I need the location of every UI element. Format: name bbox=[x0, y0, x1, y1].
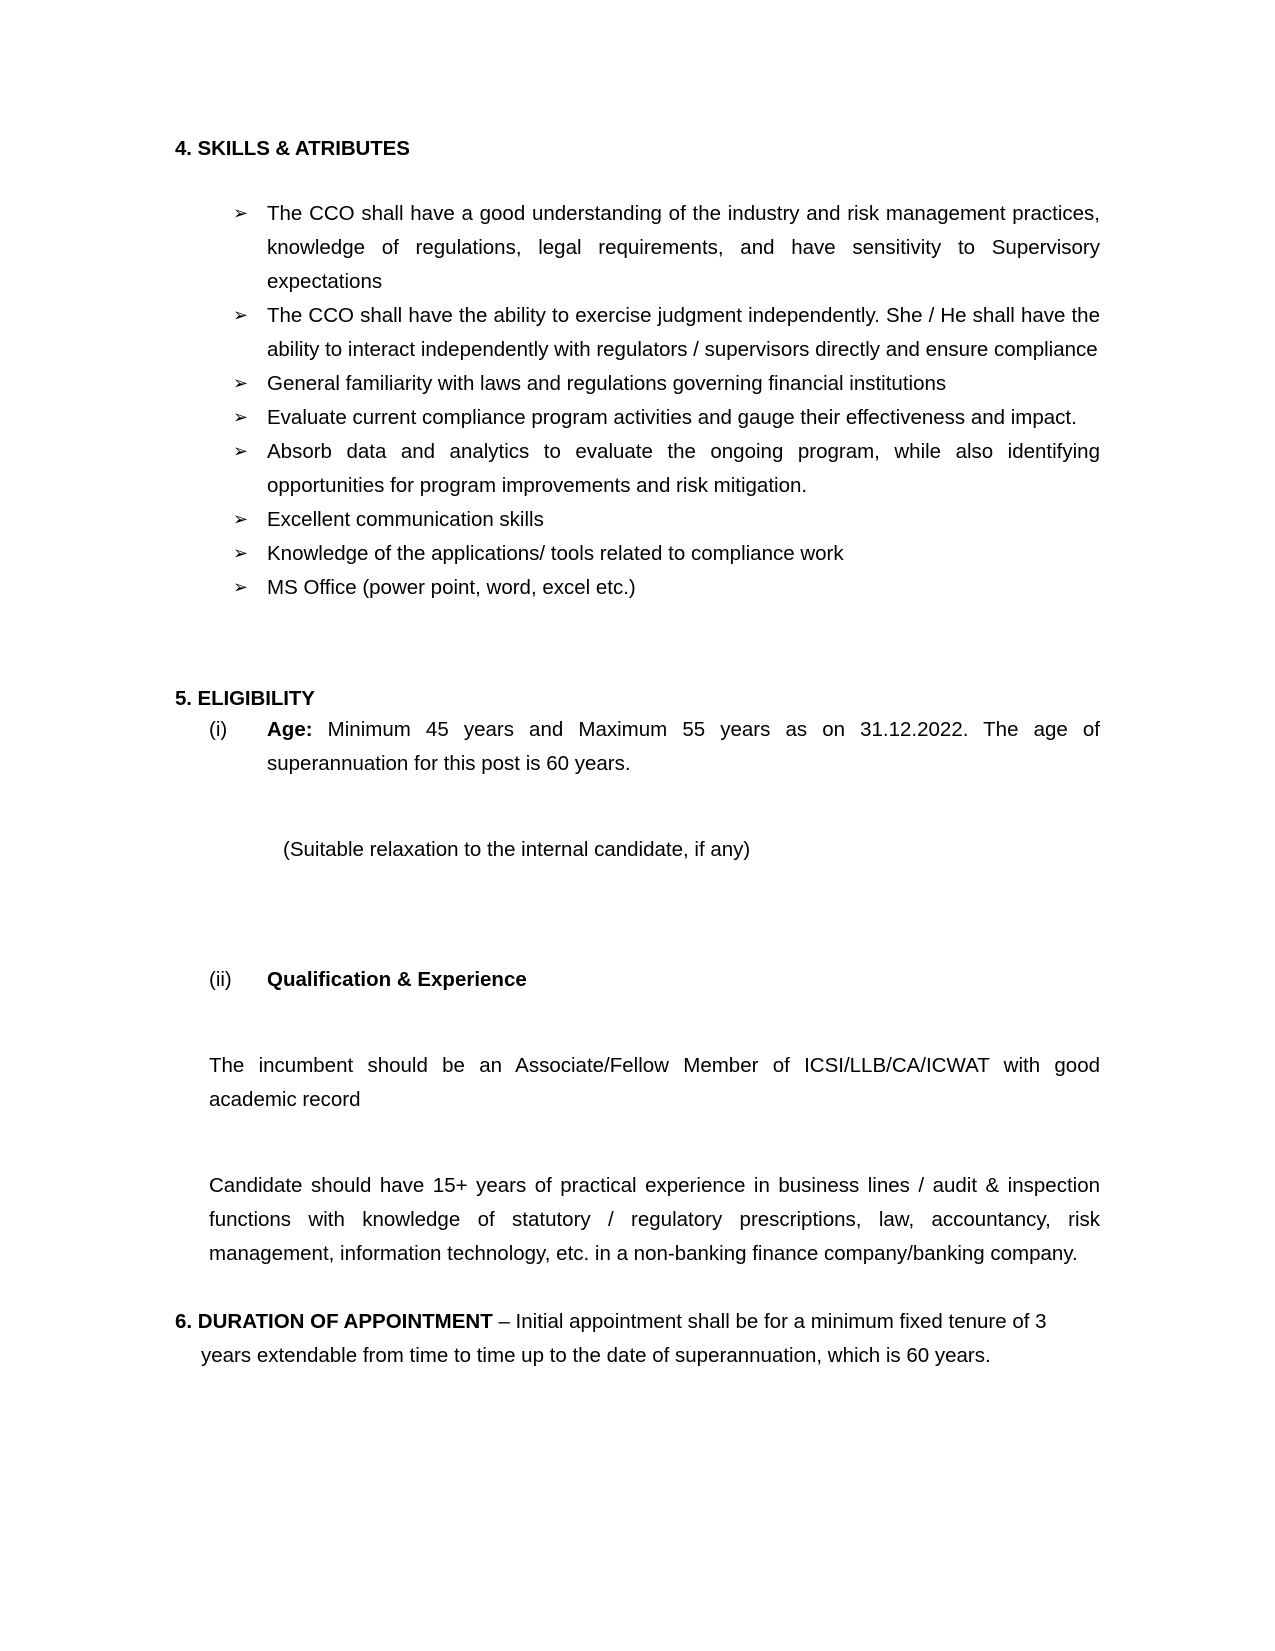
spacer bbox=[175, 163, 1100, 197]
list-item bbox=[227, 537, 1100, 571]
qualification-heading-item bbox=[209, 963, 1100, 997]
arrowhead-bullet-icon: ➢ bbox=[233, 542, 249, 564]
qualification-heading-label: Qualification & Experience bbox=[267, 967, 527, 991]
list-item bbox=[227, 197, 1100, 299]
eligibility-section-heading: 5. ELIGIBILITY bbox=[175, 686, 315, 710]
list-item-text: The CCO shall have a good understanding of the industry and risk management practices, knowledge of regulations, legal requirements, and have sensitivity to Supervisory expectations bbox=[267, 201, 1100, 293]
page-content bbox=[175, 135, 1100, 1373]
list-item bbox=[227, 367, 1100, 401]
qualification-paragraph-2: Candidate should have 15+ years of practical experience in business lines / audit & inspection functions with knowledge of statutory / regulatory prescriptions, law, accountancy, risk management, information technology, etc. in a non-banking finance company/banking company. bbox=[209, 1173, 1100, 1265]
duration-section-heading: 6. DURATION OF APPOINTMENT bbox=[175, 1309, 493, 1333]
skills-bullet-list bbox=[175, 197, 1100, 605]
list-marker-roman-ii: (ii) bbox=[209, 967, 232, 991]
arrowhead-bullet-icon: ➢ bbox=[233, 304, 249, 326]
list-item-text: MS Office (power point, word, excel etc.) bbox=[267, 575, 636, 599]
age-text: Minimum 45 years and Maximum 55 years as on 31.12.2022. The age of superannuation for this post is 60 years. bbox=[267, 717, 1100, 775]
spacer bbox=[175, 781, 1100, 833]
arrowhead-bullet-icon: ➢ bbox=[233, 372, 249, 394]
duration-section bbox=[175, 1305, 1100, 1373]
skills-section-heading: 4. SKILLS & ATRIBUTES bbox=[175, 137, 410, 160]
spacer bbox=[175, 605, 1100, 667]
qualification-body bbox=[209, 1049, 1100, 1271]
arrowhead-bullet-icon: ➢ bbox=[233, 576, 249, 598]
list-item-text: Evaluate current compliance program activities and gauge their effectiveness and impact. bbox=[267, 405, 1077, 429]
list-item-text: Excellent communication skills bbox=[267, 507, 544, 531]
arrowhead-bullet-icon: ➢ bbox=[233, 202, 249, 224]
duration-section-body: – Initial appointment shall be for a minimum fixed tenure of 3 years extendable from time to time up to the date of superannuation, which is 60 years. bbox=[201, 1309, 1047, 1367]
arrowhead-bullet-icon: ➢ bbox=[233, 440, 249, 462]
qualification-paragraph-1: The incumbent should be an Associate/Fellow Member of ICSI/LLB/CA/ICWAT with good academic record bbox=[209, 1053, 1100, 1111]
eligibility-age-item bbox=[209, 713, 1100, 781]
list-item-text: General familiarity with laws and regulations governing financial institutions bbox=[267, 371, 947, 395]
spacer bbox=[175, 997, 1100, 1049]
list-item-text: The CCO shall have the ability to exercise judgment independently. She / He shall have the ability to interact independently with regulators / supervisors directly and ensure compliance bbox=[267, 303, 1100, 361]
relaxation-note: (Suitable relaxation to the internal candidate, if any) bbox=[283, 837, 751, 861]
spacer bbox=[175, 867, 1100, 929]
age-label: Age: bbox=[267, 717, 313, 741]
list-item bbox=[227, 571, 1100, 605]
list-item bbox=[227, 503, 1100, 537]
arrowhead-bullet-icon: ➢ bbox=[233, 508, 249, 530]
list-item bbox=[227, 401, 1100, 435]
list-item bbox=[227, 435, 1100, 503]
spacer bbox=[175, 929, 1100, 963]
list-item-text: Knowledge of the applications/ tools related to compliance work bbox=[267, 541, 844, 565]
spacer bbox=[175, 1271, 1100, 1305]
spacer bbox=[175, 667, 1100, 685]
list-item-text: Absorb data and analytics to evaluate the ongoing program, while also identifying opportunities for program improvements and risk mitigation. bbox=[267, 439, 1100, 497]
arrowhead-bullet-icon: ➢ bbox=[233, 406, 249, 428]
spacer bbox=[209, 1117, 1100, 1169]
list-item bbox=[227, 299, 1100, 367]
list-marker-roman-i: (i) bbox=[209, 717, 228, 741]
